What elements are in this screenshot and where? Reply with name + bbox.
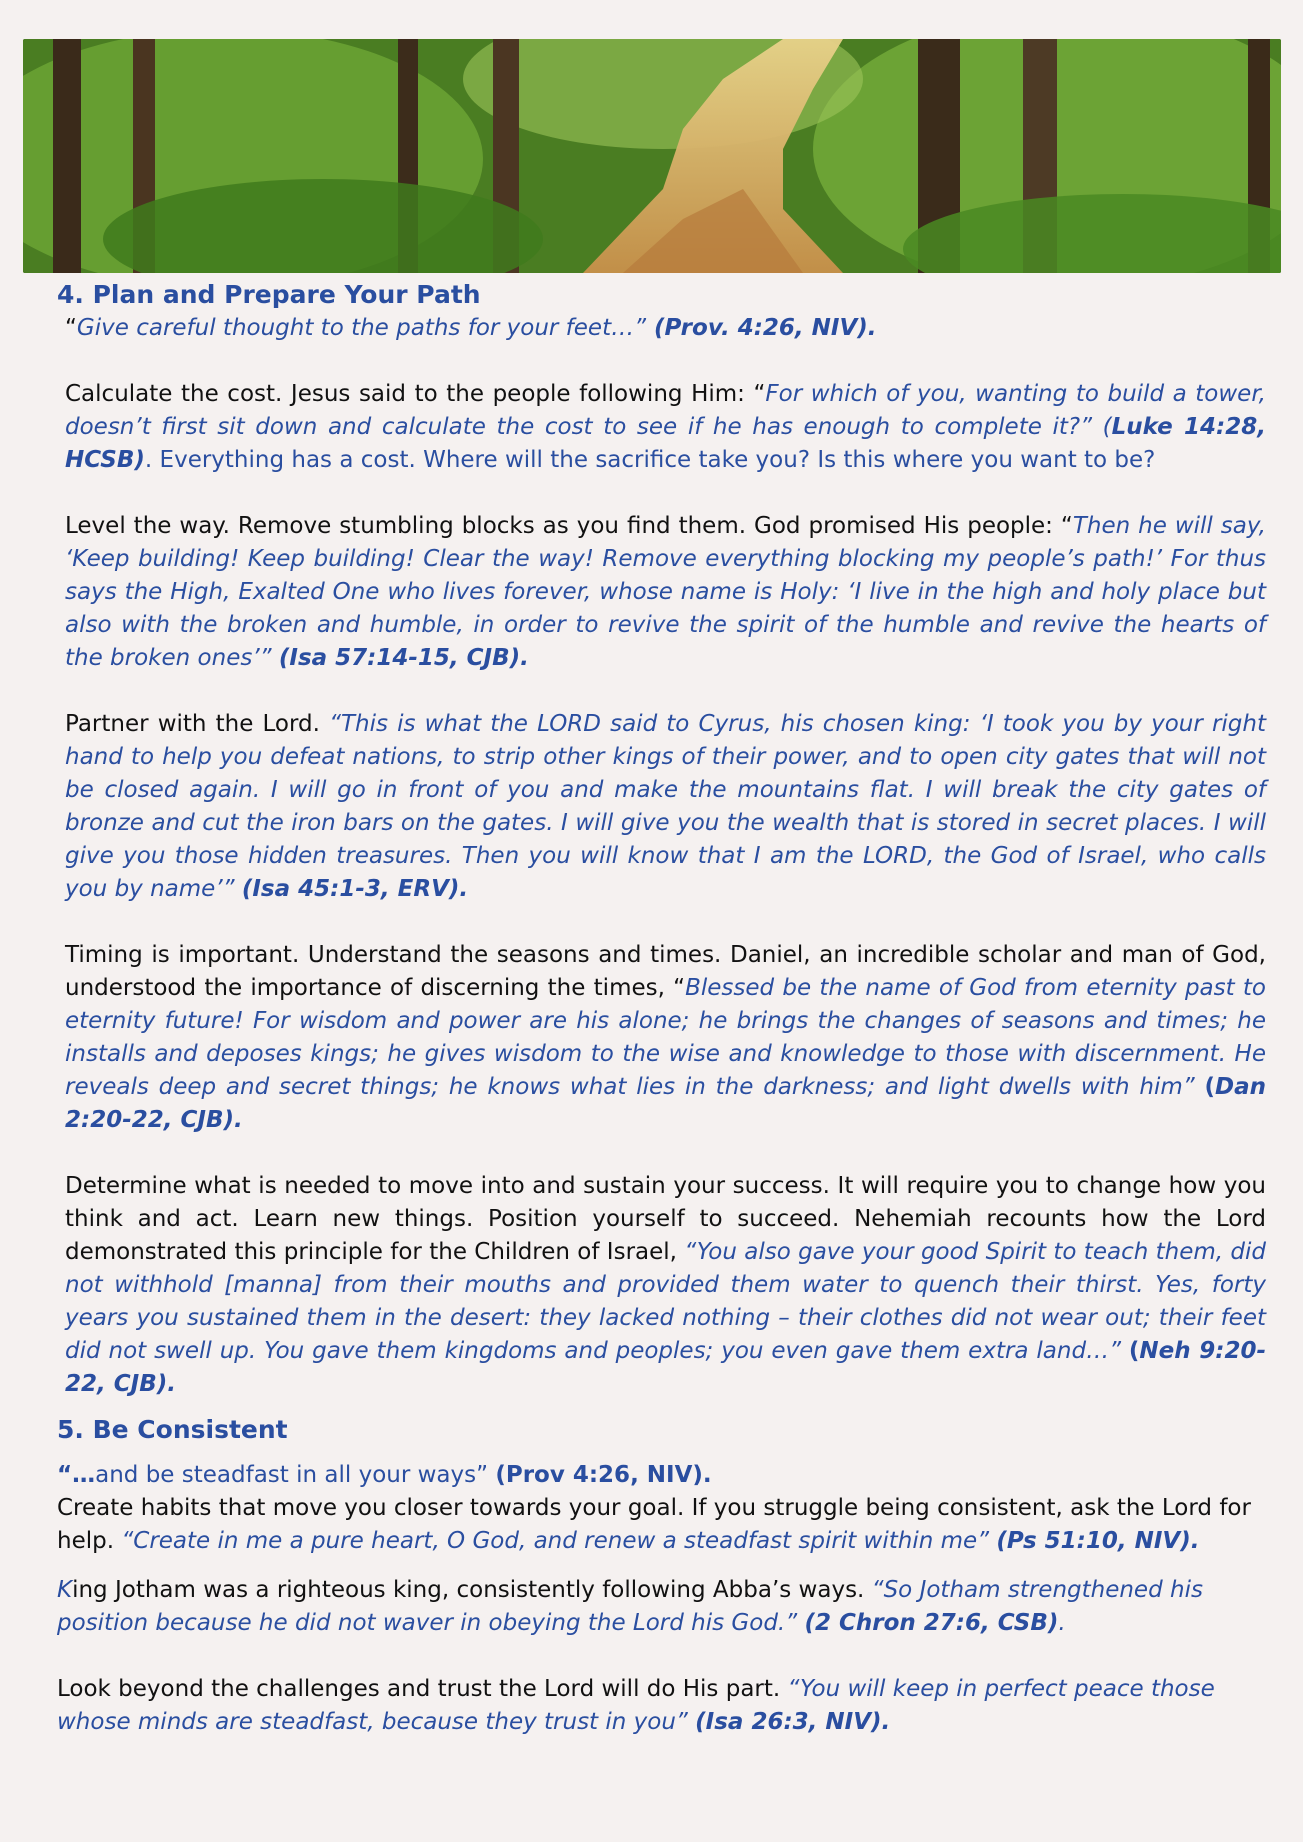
epigraph-reference: (Prov. 4:26, NIV).	[646, 315, 877, 341]
scripture-quote: “This is what the LORD said to Cyrus, his chosen king: ‘I took you by your right hand to help you defeat nations, to strip other kings of their power, and to open city gates that will not be closed again. I will go in front of you and make the mountains flat. I will break the city gates of bronze and cut the iron bars on the gates. I will give you the wealth that is stored in secret places. I will give you those hidden treasures. Then you will know that I am the LORD, the God of Israel, who calls you by name’”	[65, 711, 1266, 902]
scripture-quote: “Create in me a pure heart, O God, and renew a steadfast spirit within me”	[121, 1528, 997, 1554]
forest-path-banner-image	[23, 39, 1281, 273]
scripture-reference: (Isa 45:1-3, ERV).	[241, 876, 469, 902]
paragraph-tail: . Everything has a cost. Where will the sacrifice take you? Is this where you want to be?	[144, 447, 1156, 473]
paragraph-lead: Calculate the cost. Jesus said to the people following Him: “	[65, 381, 766, 407]
scripture-quote: For which of you, wanting to build a tower, doesn’t first sit down and calculate the cost to see if he has enough to complete it?” (	[65, 381, 1266, 440]
scripture-reference: (Isa 26:3, NIV).	[695, 1709, 891, 1735]
scripture-reference: Neh 9:20-22, CJB).	[65, 1338, 1266, 1397]
paragraph-initial-letter: K	[57, 1577, 73, 1603]
paragraph-calculate-cost	[0, 378, 1303, 477]
scripture-reference-paren: (	[1128, 1338, 1140, 1364]
epigraph-open-quote: “	[65, 315, 77, 341]
paragraph-tail: .	[1058, 1610, 1066, 1636]
scripture-reference: Dan 2:20-22, CJB).	[65, 1074, 1266, 1133]
scripture-reference-paren: (	[1204, 1074, 1215, 1100]
scripture-quote: “So Jotham strengthened his position because he did not waver in obeying the Lord his God.”	[57, 1577, 1203, 1636]
paragraph-lead: Create habits that move you closer towards your goal. If you struggle being consistent, ask the Lord for help.	[57, 1495, 1251, 1554]
epigraph-quote: and be steadfast in all your ways”	[95, 1462, 496, 1488]
paragraph-king-jotham	[0, 1574, 1303, 1640]
scripture-quote: Then he will say, ‘Keep building! Keep building! Clear the way! Remove everything blocking my people’s path!’ For thus says the High, Exalted One who lives forever, whose name is Holy: ‘I live in the high and holy place but also with the broken and humble, in order to revive the spirit of the humble and revive the hearts of the broken ones’”	[65, 513, 1266, 671]
section-4-heading: 4. Plan and Prepare Your Path	[57, 280, 481, 309]
scripture-reference: Luke 14:28, HCSB)	[65, 414, 1266, 473]
paragraph-lead: Timing is important. Understand the seasons and times. Daniel, an incredible scholar and man of God, understood the importance of discerning the times, “	[65, 942, 1266, 1001]
article-body	[0, 278, 1303, 1739]
paragraph-lead: ing Jotham was a righteous king, consistently following Abba’s ways.	[72, 1577, 872, 1603]
scripture-reference: (Isa 57:14-15, CJB).	[278, 645, 529, 671]
paragraph-lead: Level the way. Remove stumbling blocks as you find them. God promised His people: “	[65, 513, 1073, 539]
section-5-heading: 5. Be Consistent	[57, 1415, 288, 1444]
scripture-reference: (2 Chron 27:6, CSB)	[804, 1610, 1059, 1636]
paragraph-determine-needs	[0, 1170, 1303, 1401]
epigraph-quote: Give careful thought to the paths for your feet…”	[76, 315, 647, 341]
paragraph-level-the-way	[0, 510, 1303, 675]
paragraph-look-beyond	[0, 1673, 1303, 1739]
scripture-reference: (Ps 51:10, NIV).	[996, 1528, 1200, 1554]
scripture-quote: “You will keep in perfect peace those whose minds are steadfast, because they trust in you”	[57, 1676, 1215, 1735]
paragraph-timing	[0, 939, 1303, 1137]
section-4-epigraph	[0, 312, 1303, 345]
paragraph-lead: Determine what is needed to move into and sustain your success. It will require you to change how you think and act. Learn new things. Position yourself to succeed. Nehemiah recounts how the Lord demonstrated this principle for the Children of Israel,	[65, 1173, 1266, 1265]
scripture-quote: Blessed be the name of God from eternity past to eternity future! For wisdom and power are his alone; he brings the changes of seasons and times; he installs and deposes kings; he gives wisdom to the wise and knowledge to those with discernment. He reveals deep and secret things; he knows what lies in the darkness; and light dwells with him”	[65, 975, 1266, 1100]
paragraph-partner-with-lord	[0, 708, 1303, 906]
paragraph-create-habits	[0, 1492, 1303, 1558]
epigraph-reference: (Prov 4:26, NIV).	[495, 1462, 712, 1488]
paragraph-lead: Look beyond the challenges and trust the Lord will do His part.	[57, 1676, 788, 1702]
paragraph-lead: Partner with the Lord.	[65, 711, 330, 737]
section-5-epigraph	[0, 1459, 1303, 1492]
epigraph-open-quote: “…	[57, 1462, 96, 1488]
scripture-quote: “You also gave your good Spirit to teach them, did not withhold [manna] from their mouths and provided them water to quench their thirst. Yes, forty years you sustained them in the desert: they lacked nothing – their clothes did not wear out; their feet did not swell up. You gave them kingdoms and peoples; you even gave them extra land…”	[65, 1239, 1266, 1364]
